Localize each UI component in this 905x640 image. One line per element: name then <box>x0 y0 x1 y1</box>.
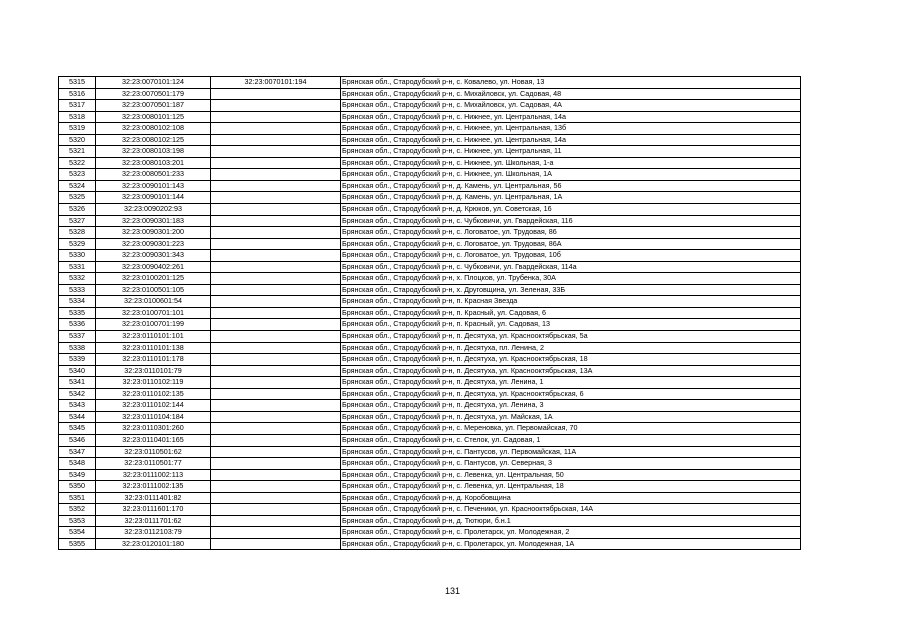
table-row <box>59 227 801 239</box>
cadastral-number-cell: 32:23:0110401:165 <box>96 434 211 446</box>
cadastral-number-cell: 32:23:0080101:125 <box>96 111 211 123</box>
table-row <box>59 100 801 112</box>
address-cell: Брянская обл., Стародубский р-н, с. Михайловск, ул. Садовая, 4А <box>341 100 801 112</box>
address-cell: Брянская обл., Стародубский р-н, с. Нижнее, ул. Школьная, 1-а <box>341 157 801 169</box>
table-row <box>59 192 801 204</box>
table-row <box>59 527 801 539</box>
cadastral-number-cell: 32:23:0080501:233 <box>96 169 211 181</box>
cadastral-number-cell: 32:23:0111002:135 <box>96 481 211 493</box>
cadastral-number-cell: 32:23:0090301:223 <box>96 238 211 250</box>
address-cell: Брянская обл., Стародубский р-н, д. Камень, ул. Центральная, 1А <box>341 192 801 204</box>
address-cell: Брянская обл., Стародубский р-н, с. Пролетарск, ул. Молодежная, 2 <box>341 527 801 539</box>
row-number-cell: 5336 <box>59 319 96 331</box>
cadastral-number-cell: 32:23:0100601:54 <box>96 296 211 308</box>
table-row <box>59 284 801 296</box>
address-cell: Брянская обл., Стародубский р-н, п. Десятуха, ул. Краснооктябрьская, 5а <box>341 331 801 343</box>
table-row <box>59 123 801 135</box>
table-row <box>59 157 801 169</box>
row-number-cell: 5332 <box>59 273 96 285</box>
table-row <box>59 169 801 181</box>
address-cell: Брянская обл., Стародубский р-н, с. Чубковичи, ул. Гвардейская, 116 <box>341 215 801 227</box>
address-cell: Брянская обл., Стародубский р-н, с. Логоватое, ул. Трудовая, 10б <box>341 250 801 262</box>
table-row <box>59 261 801 273</box>
address-cell: Брянская обл., Стародубский р-н, х. Плоцков, ул. Трубенка, 30А <box>341 273 801 285</box>
table-row <box>59 400 801 412</box>
previous-number-cell <box>211 354 341 366</box>
address-cell: Брянская обл., Стародубский р-н, п. Десятуха, пл. Ленина, 2 <box>341 342 801 354</box>
cadastral-number-cell: 32:23:0090101:144 <box>96 192 211 204</box>
table-row <box>59 180 801 192</box>
previous-number-cell <box>211 527 341 539</box>
previous-number-cell <box>211 273 341 285</box>
page-number: 131 <box>444 586 461 596</box>
row-number-cell: 5342 <box>59 388 96 400</box>
address-cell: Брянская обл., Стародубский р-н, с. Нижнее, ул. Школьная, 1А <box>341 169 801 181</box>
previous-number-cell <box>211 504 341 516</box>
cadastral-number-cell: 32:23:0090301:343 <box>96 250 211 262</box>
cadastral-number-cell: 32:23:0110101:178 <box>96 354 211 366</box>
row-number-cell: 5351 <box>59 492 96 504</box>
address-cell: Брянская обл., Стародубский р-н, п. Красная Звезда <box>341 296 801 308</box>
row-number-cell: 5329 <box>59 238 96 250</box>
row-number-cell: 5352 <box>59 504 96 516</box>
cadastral-number-cell: 32:23:0112103:79 <box>96 527 211 539</box>
row-number-cell: 5316 <box>59 88 96 100</box>
previous-number-cell <box>211 88 341 100</box>
address-cell: Брянская обл., Стародубский р-н, х. Друговщина, ул. Зеленая, 33Б <box>341 284 801 296</box>
table-row <box>59 273 801 285</box>
table-row <box>59 377 801 389</box>
row-number-cell: 5330 <box>59 250 96 262</box>
previous-number-cell <box>211 377 341 389</box>
address-cell: Брянская обл., Стародубский р-н, с. Мереновка, ул. Первомайская, 70 <box>341 423 801 435</box>
cadastral-number-cell: 32:23:0070501:179 <box>96 88 211 100</box>
address-cell: Брянская обл., Стародубский р-н, с. Ковалево, ул. Новая, 13 <box>341 77 801 89</box>
address-cell: Брянская обл., Стародубский р-н, с. Логоватое, ул. Трудовая, 86А <box>341 238 801 250</box>
previous-number-cell <box>211 192 341 204</box>
row-number-cell: 5334 <box>59 296 96 308</box>
row-number-cell: 5315 <box>59 77 96 89</box>
row-number-cell: 5323 <box>59 169 96 181</box>
previous-number-cell <box>211 458 341 470</box>
cadastral-number-cell: 32:23:0110101:101 <box>96 331 211 343</box>
table-row <box>59 146 801 158</box>
row-number-cell: 5321 <box>59 146 96 158</box>
row-number-cell: 5345 <box>59 423 96 435</box>
address-cell: Брянская обл., Стародубский р-н, с. Печеники, ул. Краснооктябрьская, 14А <box>341 504 801 516</box>
cadastral-number-cell: 32:23:0110102:144 <box>96 400 211 412</box>
row-number-cell: 5348 <box>59 458 96 470</box>
previous-number-cell <box>211 342 341 354</box>
table-row <box>59 296 801 308</box>
table-row <box>59 458 801 470</box>
address-cell: Брянская обл., Стародубский р-н, с. Логоватое, ул. Трудовая, 86 <box>341 227 801 239</box>
previous-number-cell <box>211 227 341 239</box>
table-row <box>59 365 801 377</box>
table-row <box>59 411 801 423</box>
table-row <box>59 319 801 331</box>
previous-number-cell <box>211 238 341 250</box>
address-cell: Брянская обл., Стародубский р-н, с. Михайловск, ул. Садовая, 48 <box>341 88 801 100</box>
address-cell: Брянская обл., Стародубский р-н, д. Крюков, ул. Советская, 16 <box>341 204 801 216</box>
previous-number-cell <box>211 284 341 296</box>
cadastral-number-cell: 32:23:0111701:62 <box>96 515 211 527</box>
previous-number-cell <box>211 365 341 377</box>
address-cell: Брянская обл., Стародубский р-н, с. Нижнее, ул. Центральная, 14а <box>341 111 801 123</box>
address-cell: Брянская обл., Стародубский р-н, д. Коробовщина <box>341 492 801 504</box>
table-row <box>59 342 801 354</box>
previous-number-cell <box>211 100 341 112</box>
address-cell: Брянская обл., Стародубский р-н, с. Нижнее, ул. Центральная, 13б <box>341 123 801 135</box>
row-number-cell: 5343 <box>59 400 96 412</box>
property-register-table <box>58 76 801 550</box>
address-cell: Брянская обл., Стародубский р-н, п. Десятуха, ул. Ленина, 1 <box>341 377 801 389</box>
previous-number-cell <box>211 469 341 481</box>
table-row <box>59 77 801 89</box>
row-number-cell: 5341 <box>59 377 96 389</box>
table-row <box>59 423 801 435</box>
row-number-cell: 5355 <box>59 538 96 550</box>
table-row <box>59 238 801 250</box>
cadastral-number-cell: 32:23:0090301:183 <box>96 215 211 227</box>
register-table-body <box>59 77 801 550</box>
address-cell: Брянская обл., Стародубский р-н, с. Стелок, ул. Садовая, 1 <box>341 434 801 446</box>
previous-number-cell <box>211 331 341 343</box>
row-number-cell: 5349 <box>59 469 96 481</box>
cadastral-number-cell: 32:23:0110501:77 <box>96 458 211 470</box>
cadastral-number-cell: 32:23:0120101:180 <box>96 538 211 550</box>
address-cell: Брянская обл., Стародубский р-н, п. Десятуха, ул. Майская, 1А <box>341 411 801 423</box>
address-cell: Брянская обл., Стародубский р-н, с. Левенка, ул. Центральная, 18 <box>341 481 801 493</box>
cadastral-number-cell: 32:23:0090301:200 <box>96 227 211 239</box>
table-row <box>59 481 801 493</box>
cadastral-number-cell: 32:23:0111401:82 <box>96 492 211 504</box>
previous-number-cell <box>211 180 341 192</box>
address-cell: Брянская обл., Стародубский р-н, п. Десятуха, ул. Краснооктябрьская, 13А <box>341 365 801 377</box>
previous-number-cell <box>211 481 341 493</box>
address-cell: Брянская обл., Стародубский р-н, с. Пантусов, ул. Первомайская, 11А <box>341 446 801 458</box>
previous-number-cell <box>211 134 341 146</box>
previous-number-cell <box>211 204 341 216</box>
address-cell: Брянская обл., Стародубский р-н, с. Чубковичи, ул. Гвардейская, 114а <box>341 261 801 273</box>
row-number-cell: 5340 <box>59 365 96 377</box>
row-number-cell: 5338 <box>59 342 96 354</box>
row-number-cell: 5319 <box>59 123 96 135</box>
previous-number-cell <box>211 423 341 435</box>
row-number-cell: 5339 <box>59 354 96 366</box>
previous-number-cell: 32:23:0070101:194 <box>211 77 341 89</box>
table-row <box>59 434 801 446</box>
previous-number-cell <box>211 307 341 319</box>
cadastral-number-cell: 32:23:0070501:187 <box>96 100 211 112</box>
address-cell: Брянская обл., Стародубский р-н, п. Десятуха, ул. Краснооктябрьская, 6 <box>341 388 801 400</box>
cadastral-number-cell: 32:23:0080102:108 <box>96 123 211 135</box>
cadastral-number-cell: 32:23:0110301:260 <box>96 423 211 435</box>
row-number-cell: 5333 <box>59 284 96 296</box>
previous-number-cell <box>211 319 341 331</box>
row-number-cell: 5350 <box>59 481 96 493</box>
table-row <box>59 88 801 100</box>
table-row <box>59 204 801 216</box>
row-number-cell: 5322 <box>59 157 96 169</box>
previous-number-cell <box>211 157 341 169</box>
row-number-cell: 5328 <box>59 227 96 239</box>
address-cell: Брянская обл., Стародубский р-н, с. Пролетарск, ул. Молодежная, 1А <box>341 538 801 550</box>
row-number-cell: 5317 <box>59 100 96 112</box>
address-cell: Брянская обл., Стародубский р-н, п. Красный, ул. Садовая, 13 <box>341 319 801 331</box>
address-cell: Брянская обл., Стародубский р-н, с. Левенка, ул. Центральная, 50 <box>341 469 801 481</box>
address-cell: Брянская обл., Стародубский р-н, п. Десятуха, ул. Краснооктябрьская, 18 <box>341 354 801 366</box>
cadastral-number-cell: 32:23:0110102:119 <box>96 377 211 389</box>
table-row <box>59 469 801 481</box>
cadastral-number-cell: 32:23:0090202:93 <box>96 204 211 216</box>
table-row <box>59 215 801 227</box>
address-cell: Брянская обл., Стародубский р-н, д. Камень, ул. Центральная, 56 <box>341 180 801 192</box>
address-cell: Брянская обл., Стародубский р-н, с. Нижнее, ул. Центральная, 11 <box>341 146 801 158</box>
row-number-cell: 5354 <box>59 527 96 539</box>
table-row <box>59 331 801 343</box>
row-number-cell: 5326 <box>59 204 96 216</box>
cadastral-number-cell: 32:23:0110102:135 <box>96 388 211 400</box>
cadastral-number-cell: 32:23:0100701:101 <box>96 307 211 319</box>
cadastral-number-cell: 32:23:0100501:105 <box>96 284 211 296</box>
cadastral-number-cell: 32:23:0110101:138 <box>96 342 211 354</box>
cadastral-number-cell: 32:23:0090101:143 <box>96 180 211 192</box>
cadastral-number-cell: 32:23:0080103:201 <box>96 157 211 169</box>
row-number-cell: 5347 <box>59 446 96 458</box>
address-cell: Брянская обл., Стародубский р-н, п. Десятуха, ул. Ленина, 3 <box>341 400 801 412</box>
row-number-cell: 5331 <box>59 261 96 273</box>
table-row <box>59 307 801 319</box>
previous-number-cell <box>211 411 341 423</box>
row-number-cell: 5353 <box>59 515 96 527</box>
cadastral-number-cell: 32:23:0111002:113 <box>96 469 211 481</box>
cadastral-number-cell: 32:23:0100701:199 <box>96 319 211 331</box>
previous-number-cell <box>211 296 341 308</box>
previous-number-cell <box>211 515 341 527</box>
table-row <box>59 354 801 366</box>
table-row <box>59 250 801 262</box>
row-number-cell: 5324 <box>59 180 96 192</box>
cadastral-number-cell: 32:23:0110101:79 <box>96 365 211 377</box>
row-number-cell: 5320 <box>59 134 96 146</box>
previous-number-cell <box>211 169 341 181</box>
cadastral-number-cell: 32:23:0090402:261 <box>96 261 211 273</box>
previous-number-cell <box>211 538 341 550</box>
table-row <box>59 492 801 504</box>
table-row <box>59 538 801 550</box>
address-cell: Брянская обл., Стародубский р-н, с. Нижнее, ул. Центральная, 14а <box>341 134 801 146</box>
row-number-cell: 5344 <box>59 411 96 423</box>
previous-number-cell <box>211 111 341 123</box>
table-row <box>59 515 801 527</box>
previous-number-cell <box>211 446 341 458</box>
cadastral-number-cell: 32:23:0110104:184 <box>96 411 211 423</box>
address-cell: Брянская обл., Стародубский р-н, с. Пантусов, ул. Северная, 3 <box>341 458 801 470</box>
address-cell: Брянская обл., Стародубский р-н, д. Тютюри, б.н.1 <box>341 515 801 527</box>
row-number-cell: 5337 <box>59 331 96 343</box>
row-number-cell: 5327 <box>59 215 96 227</box>
previous-number-cell <box>211 250 341 262</box>
cadastral-number-cell: 32:23:0100201:125 <box>96 273 211 285</box>
cadastral-number-cell: 32:23:0070101:124 <box>96 77 211 89</box>
row-number-cell: 5318 <box>59 111 96 123</box>
previous-number-cell <box>211 388 341 400</box>
table-row <box>59 446 801 458</box>
previous-number-cell <box>211 434 341 446</box>
table-row <box>59 111 801 123</box>
row-number-cell: 5325 <box>59 192 96 204</box>
table-row <box>59 134 801 146</box>
row-number-cell: 5335 <box>59 307 96 319</box>
cadastral-number-cell: 32:23:0080103:198 <box>96 146 211 158</box>
previous-number-cell <box>211 400 341 412</box>
previous-number-cell <box>211 261 341 273</box>
address-cell: Брянская обл., Стародубский р-н, п. Красный, ул. Садовая, 6 <box>341 307 801 319</box>
row-number-cell: 5346 <box>59 434 96 446</box>
cadastral-number-cell: 32:23:0111601:170 <box>96 504 211 516</box>
previous-number-cell <box>211 492 341 504</box>
table-row <box>59 388 801 400</box>
cadastral-number-cell: 32:23:0080102:125 <box>96 134 211 146</box>
previous-number-cell <box>211 123 341 135</box>
previous-number-cell <box>211 215 341 227</box>
previous-number-cell <box>211 146 341 158</box>
cadastral-number-cell: 32:23:0110501:62 <box>96 446 211 458</box>
table-row <box>59 504 801 516</box>
